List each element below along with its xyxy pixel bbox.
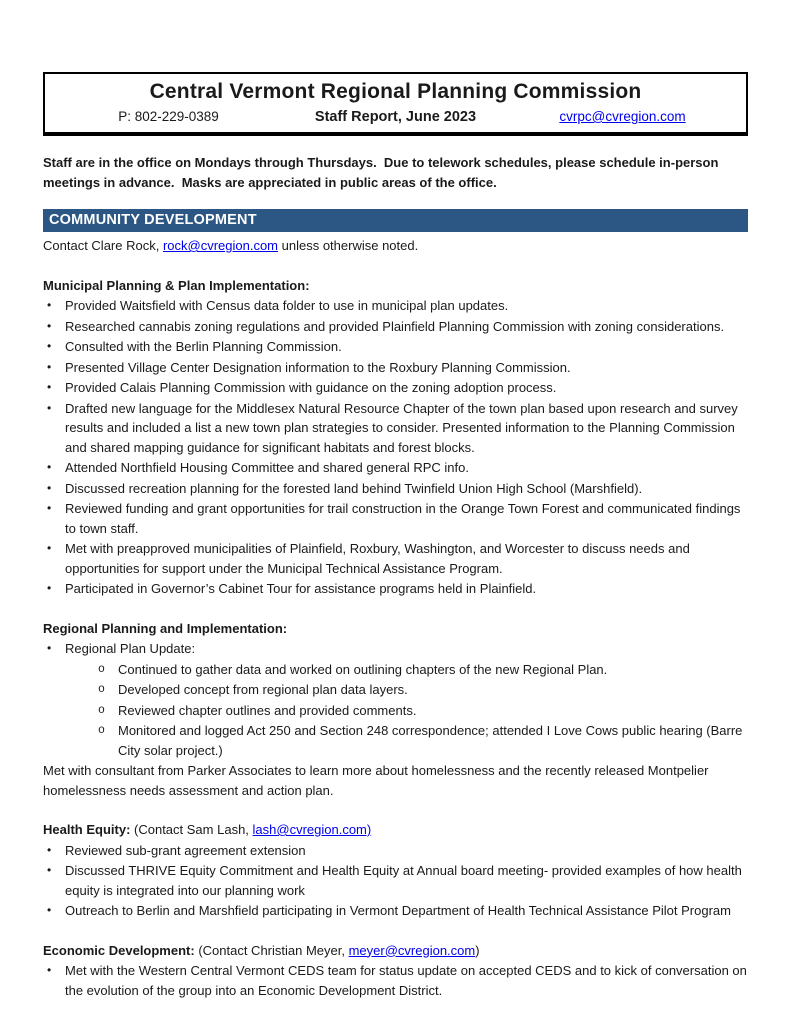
bullet-text: Participated in Governor’s Cabinet Tour for assistance programs held in Plainfield. — [65, 581, 537, 596]
sub-bullet-text: Continued to gather data and worked on outlining chapters of the new Regional Plan. — [118, 661, 608, 677]
bullet-marker: • — [47, 460, 52, 474]
section-heading — [43, 619, 748, 639]
bullet-text: Provided Waitsfield with Census data folder to use in municipal plan updates. — [65, 298, 509, 313]
bullet-marker: • — [47, 541, 52, 555]
sub-bullet-marker: o — [98, 683, 105, 696]
bullet-item — [43, 399, 748, 458]
bullet-text: Attended Northfield Housing Committee and shared general RPC info. — [65, 460, 469, 475]
bullet-marker: • — [47, 298, 52, 312]
section-banner-label: COMMUNITY DEVELOPMENT — [49, 212, 257, 228]
bullet-marker: • — [47, 359, 52, 374]
section-heading — [43, 276, 748, 296]
sub-bullet-item — [43, 701, 748, 721]
bullet-item — [43, 579, 748, 599]
bullet-item — [43, 378, 748, 398]
report-section-1 — [43, 619, 748, 801]
report-section-0 — [43, 276, 748, 599]
sub-bullet-text: Reviewed chapter outlines and provided comments. — [118, 702, 417, 718]
bullet-text: Consulted with the Berlin Planning Commission. — [65, 339, 342, 354]
bullet-marker: • — [47, 380, 52, 394]
bullet-marker: • — [47, 318, 52, 333]
phone-number: P: 802-229-0389 — [118, 109, 219, 124]
bullet-marker: • — [47, 339, 52, 353]
bullet-marker: • — [47, 400, 52, 415]
bullet-marker: • — [47, 963, 52, 977]
department-contact-line — [43, 236, 748, 256]
bullet-item — [43, 539, 748, 578]
bullet-marker: • — [47, 903, 52, 917]
sub-bullet-marker: o — [98, 703, 105, 717]
sub-bullet-text: Developed concept from regional plan data layers. — [118, 682, 408, 697]
bullet-item — [43, 901, 748, 921]
bullet-text: Reviewed sub-grant agreement extension — [65, 842, 306, 858]
bullet-item — [43, 358, 748, 378]
section-contact-email-link[interactable]: lash@cvregion.com) — [252, 822, 372, 837]
bullet-marker: • — [47, 641, 52, 655]
bullet-item — [43, 841, 748, 861]
bullet-text: Discussed THRIVE Equity Commitment and Health Equity at Annual board meeting- provided examples of how health equity is integrated into our planning work — [65, 863, 746, 898]
bullet-marker: • — [47, 581, 52, 595]
contact-email-link[interactable]: rock@cvregion.com — [162, 238, 279, 253]
section-heading — [43, 820, 748, 840]
contact-line-prefix: Contact Clare Rock, — [43, 238, 163, 253]
bullet-marker: • — [47, 842, 52, 857]
bullet-text: Regional Plan Update: — [65, 641, 196, 656]
sections — [43, 276, 751, 1001]
section-paragraph: Met with consultant from Parker Associates to learn more about homelessness and the recently released Montpelier homelessness needs assessment and action plan. — [43, 763, 713, 798]
header-info-row — [55, 109, 736, 125]
bullet-item — [43, 458, 748, 478]
bullet-item — [43, 337, 748, 357]
bullet-item — [43, 961, 751, 1000]
section-banner — [43, 209, 748, 232]
section-heading-text: Municipal Planning & Plan Implementation: — [43, 277, 310, 293]
bullet-text: Provided Calais Planning Commission with guidance on the zoning adoption process. — [65, 380, 557, 395]
sub-bullet-item — [43, 721, 748, 760]
section-contact-suffix: ) — [475, 942, 480, 958]
section-heading-text: Health Equity: — [43, 822, 131, 837]
section-heading-text: Economic Development: — [43, 942, 195, 958]
bullet-item — [43, 296, 748, 316]
bullet-text: Presented Village Center Designation information to the Roxbury Planning Commission. — [65, 359, 571, 375]
bullet-text: Met with preapproved municipalities of Plainfield, Roxbury, Washington, and Worcester to discuss needs and opportunities for support under the Municipal Technical Assistance Program. — [65, 541, 694, 576]
section-contact-email-link[interactable]: meyer@cvregion.com — [348, 942, 476, 958]
org-title: Central Vermont Regional Planning Commission — [149, 80, 642, 103]
sub-bullet-item — [43, 680, 748, 700]
report-section-3 — [43, 941, 751, 1001]
contact-line-suffix: unless otherwise noted. — [278, 238, 419, 253]
sub-bullet-marker: o — [98, 662, 105, 676]
bullet-item — [43, 479, 748, 499]
section-heading — [43, 941, 748, 961]
bullet-marker: • — [47, 501, 52, 515]
bullet-marker: • — [47, 863, 52, 877]
bullet-item — [43, 317, 748, 337]
section-heading-text: Regional Planning and Implementation: — [43, 620, 288, 636]
bullet-text: Discussed recreation planning for the forested land behind Twinfield Union High School (Marshfield). — [65, 480, 643, 496]
bullet-text: Researched cannabis zoning regulations and provided Plainfield Planning Commission with zoning considerations. — [65, 318, 725, 334]
header-email-link[interactable]: cvrpc@cvregion.com — [559, 109, 686, 124]
report-header — [43, 72, 748, 136]
bullet-item — [43, 499, 748, 538]
sub-bullet-item — [43, 660, 748, 680]
office-notice: Staff are in the office on Mondays through Thursdays. Due to telework schedules, please schedule in-person meetings in advance. Masks are appreciated in public areas of the office. — [43, 155, 723, 190]
bullet-marker: • — [47, 480, 52, 495]
report-section-2 — [43, 820, 748, 921]
sub-bullet-marker: o — [98, 724, 105, 737]
bullet-text: Drafted new language for the Middlesex Natural Resource Chapter of the town plan based upon research and survey results and included a list a new town plan strategies to consider. Presented information to the Planning Commission and shared mapping guidance for significant habitats and forest blocks. — [65, 400, 742, 455]
report-title: Staff Report, June 2023 — [314, 109, 477, 125]
sub-bullet-text: Monitored and logged Act 250 and Section 248 correspondence; attended I Love Cows public hearing (Barre City solar project.) — [118, 723, 747, 758]
bullet-text: Met with the Western Central Vermont CEDS team for status update on accepted CEDS and to kick of conversation on the evolution of the group into an Economic Development District. — [65, 963, 751, 998]
bullet-item — [43, 639, 748, 659]
section-contact-prefix: (Contact Christian Meyer, — [194, 942, 349, 958]
bullet-text: Outreach to Berlin and Marshfield participating in Vermont Department of Health Technical Assistance Pilot Program — [65, 903, 731, 918]
bullet-item — [43, 861, 748, 900]
bullet-text: Reviewed funding and grant opportunities for trail construction in the Orange Town Forest and communicated findings to town staff. — [65, 501, 745, 536]
section-contact-prefix: (Contact Sam Lash, — [130, 822, 253, 837]
